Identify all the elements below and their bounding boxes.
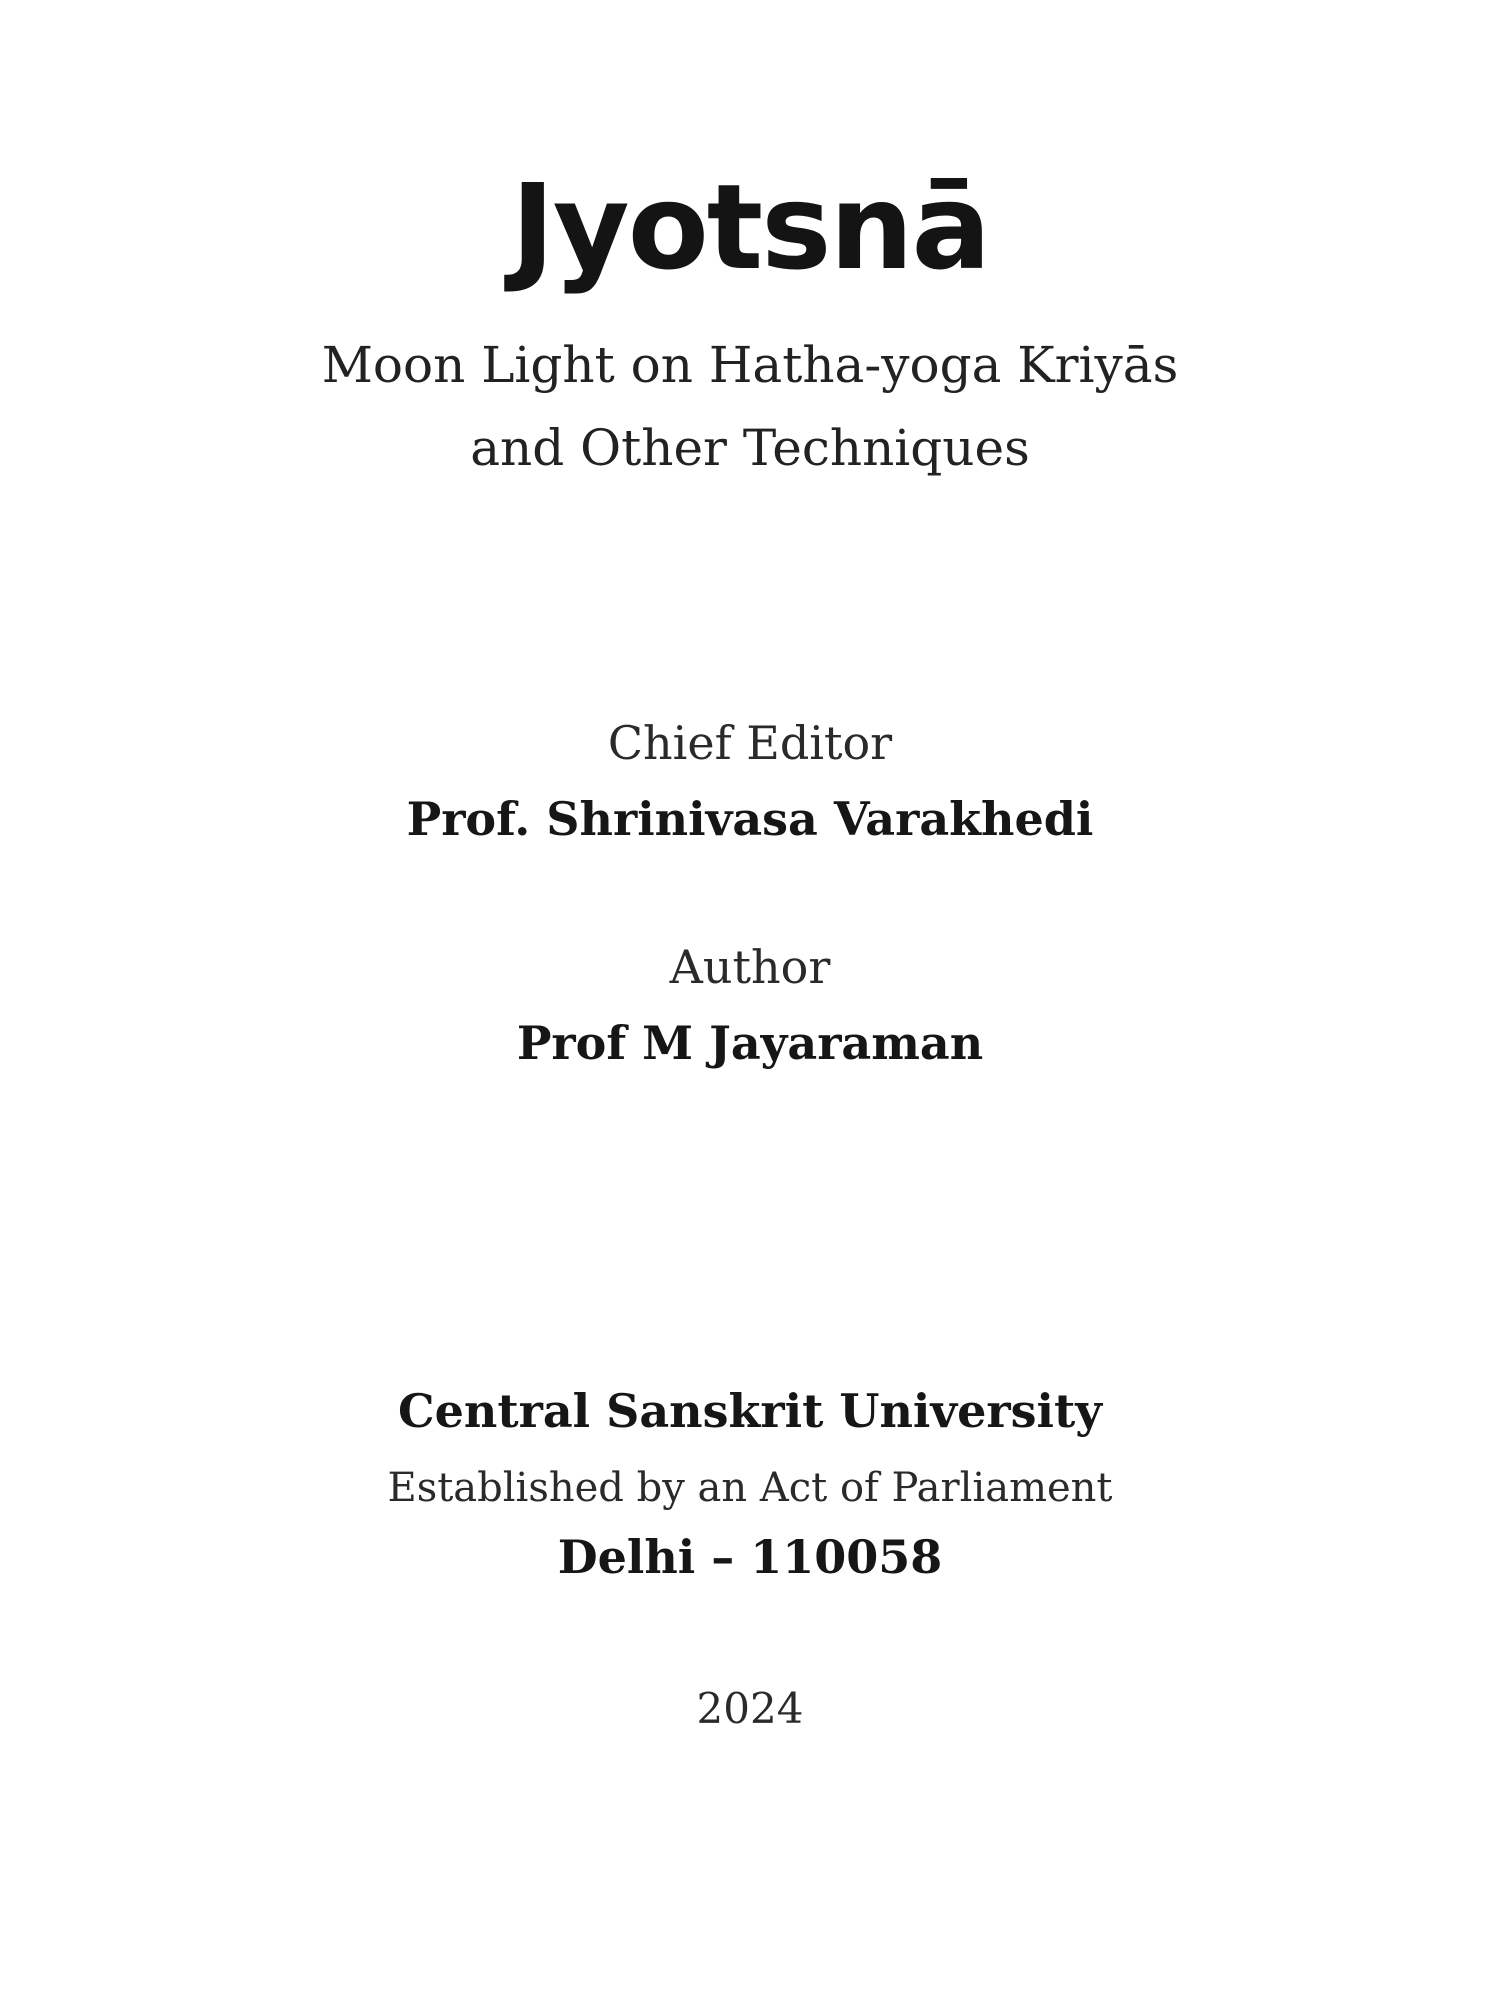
book-subtitle-line-1: Moon Light on Hatha-yoga Kriyās (321, 336, 1179, 394)
author-label: Author (669, 940, 831, 994)
publisher-city: Delhi – 110058 (557, 1530, 943, 1584)
publication-year: 2024 (696, 1684, 804, 1733)
publisher-name: Central Sanskrit University (398, 1384, 1102, 1438)
author-name: Prof M Jayaraman (516, 1016, 984, 1070)
chief-editor-name: Prof. Shrinivasa Varakhedi (406, 792, 1094, 846)
publisher-established-note: Established by an Act of Parliament (387, 1465, 1113, 1511)
book-subtitle-line-2: and Other Techniques (470, 419, 1030, 477)
book-title: Jyotsnā (510, 158, 990, 296)
chief-editor-label: Chief Editor (607, 716, 893, 770)
